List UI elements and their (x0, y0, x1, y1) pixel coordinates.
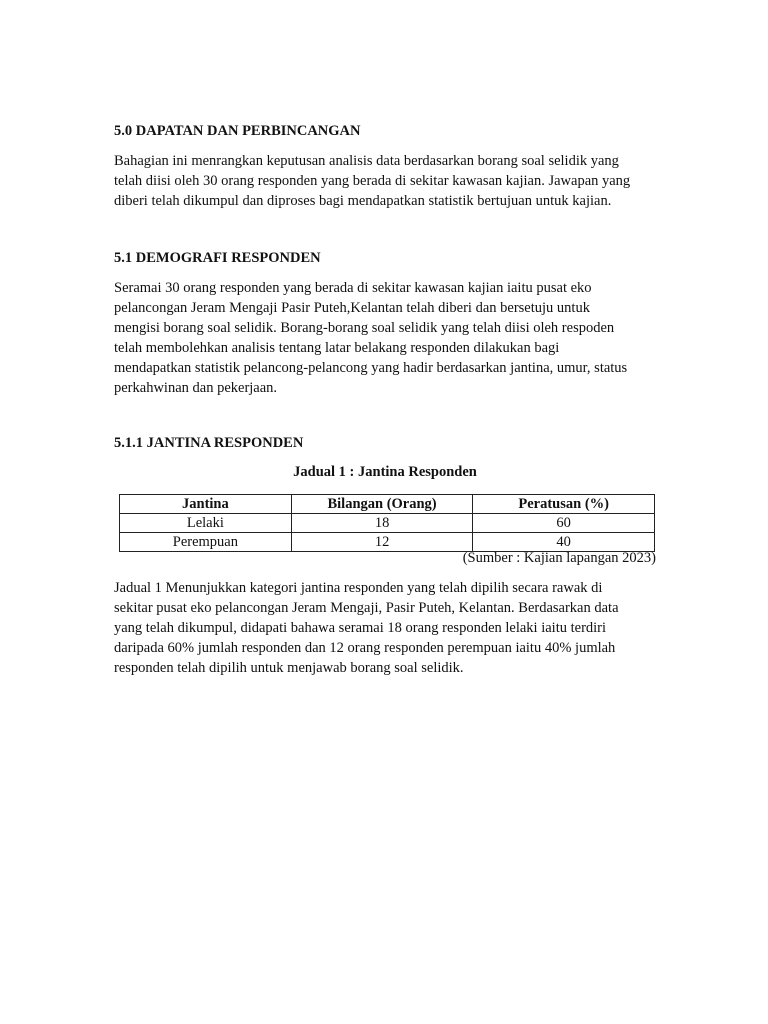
table-header-cell: Bilangan (Orang) (291, 495, 473, 514)
table-row (120, 514, 655, 533)
table-cell: 60 (473, 514, 655, 533)
section-5-1-1-paragraph (114, 578, 659, 678)
paragraph-line: Jadual 1 Menunjukkan kategori jantina responden yang telah dipilih secara rawak di (114, 580, 603, 596)
paragraph-line: Bahagian ini menrangkan keputusan analisis data berdasarkan borang soal selidik yang (114, 153, 619, 169)
section-heading-5-1-1: 5.1.1 JANTINA RESPONDEN (114, 435, 304, 451)
paragraph-line: mendapatkan statistik pelancong-pelancong yang hadir berdasarkan jantina, umur, status (114, 360, 628, 376)
table-header-cell: Peratusan (%) (473, 495, 655, 514)
table-row (120, 533, 655, 552)
paragraph-line: yang telah dikumpul, didapati bahawa seramai 18 orang responden lelaki iaitu terdiri (114, 620, 607, 636)
paragraph-line: telah diisi oleh 30 orang responden yang berada di sekitar kawasan kajian. Jawapan yang (114, 173, 631, 189)
section-heading-5-0: 5.0 DAPATAN DAN PERBINCANGAN (114, 123, 361, 139)
table-cell: 18 (291, 514, 473, 533)
section-5-0-paragraph (114, 151, 659, 211)
table-cell: 40 (473, 533, 655, 552)
paragraph-line: perkahwinan dan pekerjaan. (114, 380, 278, 396)
table-cell: Lelaki (120, 514, 292, 533)
section-heading-5-1: 5.1 DEMOGRAFI RESPONDEN (114, 250, 321, 266)
paragraph-line: sekitar pusat eko pelancongan Jeram Mengaji, Pasir Puteh, Kelantan. Berdasarkan data (114, 600, 619, 616)
table-header-row (120, 495, 655, 514)
table-source-note: (Sumber : Kajian lapangan 2023) (462, 550, 656, 566)
paragraph-line: mengisi borang soal selidik. Borang-borang soal selidik yang telah diisi oleh respoden (114, 320, 615, 336)
paragraph-line: pelancongan Jeram Mengaji Pasir Puteh,Kelantan telah diberi dan bersetuju untuk (114, 300, 590, 316)
paragraph-line: responden telah dipilih untuk menjawab borang soal selidik. (114, 660, 464, 676)
paragraph-line: Seramai 30 orang responden yang berada di sekitar kawasan kajian iaitu pusat eko (114, 280, 592, 296)
table-header-cell: Jantina (120, 495, 292, 514)
table-caption: Jadual 1 : Jantina Responden (293, 464, 477, 480)
paragraph-line: telah membolehkan analisis tentang latar belakang responden dilakukan bagi (114, 340, 560, 356)
paragraph-line: diberi telah dikumpul dan diproses bagi mendapatkan statistik bertujuan untuk kajian. (114, 193, 612, 209)
section-5-1-paragraph (114, 278, 659, 398)
gender-table (119, 494, 655, 552)
table-cell: Perempuan (120, 533, 292, 552)
table-cell: 12 (291, 533, 473, 552)
paragraph-line: daripada 60% jumlah responden dan 12 orang responden perempuan iaitu 40% jumlah (114, 640, 616, 656)
